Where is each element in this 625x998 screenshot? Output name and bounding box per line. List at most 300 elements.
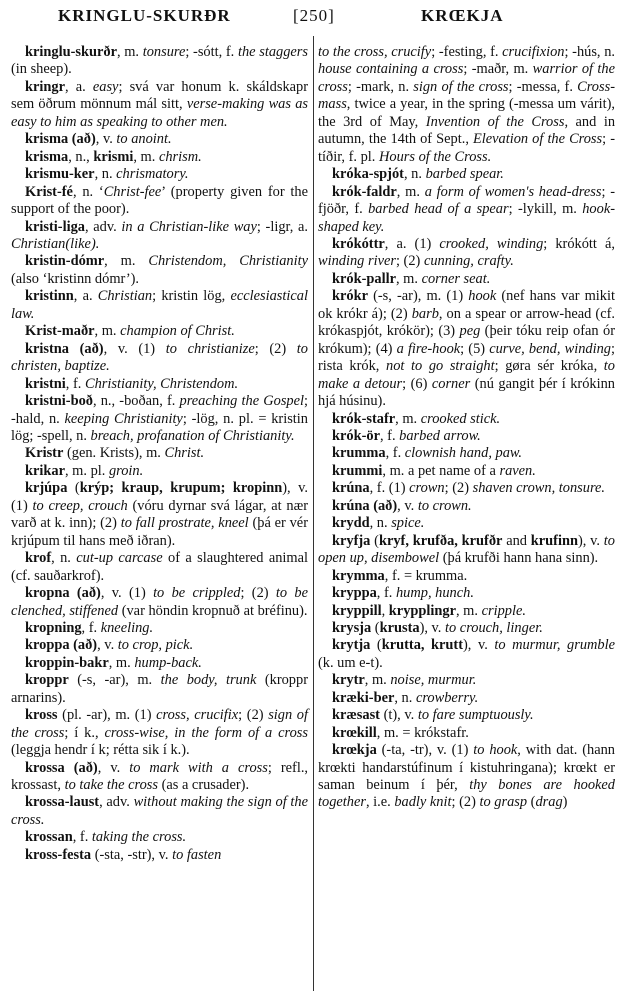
entry-text: Christian(like). — [11, 235, 100, 252]
entry-text: , v. — [97, 759, 130, 776]
entry-text: ; -lykill, m. — [508, 201, 583, 218]
entry-text: chrismatory. — [116, 166, 189, 183]
entry-text: ( — [67, 480, 80, 497]
entry-headword: krytr — [332, 672, 365, 689]
entry-text: , v. (1) — [100, 585, 154, 602]
entry-text: corner seat. — [421, 270, 491, 287]
entry-text: without making the sign of the cross. — [11, 794, 308, 828]
entry-text: , m. pl. — [64, 462, 109, 479]
dictionary-entry — [11, 79, 308, 131]
entry-text: ; rista krók, — [318, 340, 615, 375]
entry-text: ; refl., krossast, — [11, 759, 309, 794]
dictionary-entry — [318, 463, 615, 480]
entry-headword: kross — [25, 707, 58, 724]
entry-headword: kringlu-skurðr — [25, 44, 117, 60]
entry-text: to fall prostrate, kneel — [120, 515, 249, 532]
entry-text: preaching the Gospel — [179, 393, 304, 410]
dictionary-entry — [318, 44, 615, 166]
dictionary-entry — [11, 288, 308, 323]
entry-text: (þeir tóku reip ofan ór krókum); (4) — [318, 323, 615, 357]
dictionary-entry — [318, 533, 615, 568]
entry-text: ; -mark, n. — [347, 78, 414, 95]
entry-text: a form of women's head-dress — [424, 183, 602, 200]
entry-text: , m. — [116, 44, 143, 60]
dictionary-entry — [11, 44, 308, 79]
entry-text: cunning, crafty. — [423, 253, 514, 270]
entry-text: ; -messa, f. — [508, 78, 578, 95]
entry-text: (þá krufði hann hana sinn). — [439, 550, 599, 567]
entry-text: ), v. — [463, 637, 495, 654]
entry-text: ; krókótt á, — [543, 235, 615, 252]
entry-headword: kræki-ber — [332, 689, 395, 706]
entry-headword: krossa (að) — [25, 759, 98, 776]
entry-text: to fasten — [172, 846, 222, 863]
entry-headword: kross-festa — [25, 846, 92, 863]
entry-text: , m. — [133, 148, 159, 165]
dictionary-entry — [318, 585, 615, 602]
entry-text: cripple. — [481, 602, 526, 619]
entry-text: , v. — [97, 637, 118, 654]
entry-headword: krytja — [332, 637, 371, 654]
entry-text: the body, trunk — [160, 672, 257, 689]
entry-headword: krúna (að) — [332, 497, 398, 514]
entry-text: to christianize — [165, 340, 255, 357]
entry-headword: krók-pallr — [332, 270, 396, 287]
entry-text: to be clenched, stiffened — [11, 585, 308, 619]
entry-text: , with dat. (hann krœkti handarstúfinum í kistuhringana); krœkt er saman beinum í þér, — [318, 742, 616, 794]
entry-text: ; (2) — [451, 794, 480, 811]
entry-text: ( — [527, 794, 536, 811]
column-divider — [313, 36, 314, 991]
entry-headword: kristin-dómr — [25, 253, 105, 270]
entry-headword: kryppa — [332, 585, 377, 602]
entry-text: , f. — [376, 585, 396, 602]
dictionary-entry — [318, 445, 615, 462]
dictionary-entry — [318, 411, 615, 428]
dictionary-entry — [318, 480, 615, 497]
entry-text: Hours of the Cross. — [378, 148, 492, 165]
running-head-right: KRŒKJA — [421, 6, 504, 25]
entry-headword: krikar — [25, 462, 65, 479]
entry-headword: kristni-boð — [25, 393, 93, 410]
entry-text: to murmur, grumble — [494, 637, 615, 654]
dictionary-entry — [11, 393, 308, 445]
entry-text: noise, murmur. — [390, 672, 477, 689]
entry-text: (nú gangit þér í krókinn hjá húsinu). — [318, 375, 615, 410]
entry-text: winding river — [318, 253, 396, 270]
entry-text: raven. — [499, 462, 536, 479]
entry-text: (var höndin kropnuð at bréfinu). — [118, 602, 308, 619]
dictionary-entry — [11, 847, 308, 864]
entry-text: , a. — [64, 78, 93, 95]
entry-text: (leggja hendr í k; rétta sik í k.). — [11, 742, 190, 759]
entry-headword: kristi-liga — [25, 218, 85, 235]
entry-text: Christianity, Christendom. — [84, 375, 239, 392]
entry-text: , n. ‘ — [72, 183, 104, 200]
dictionary-entry — [11, 131, 308, 148]
entry-text: barbed head of a spear — [368, 201, 509, 218]
dictionary-entry — [318, 515, 615, 532]
entry-text: , f. — [65, 375, 85, 392]
entry-text: , a. — [73, 288, 98, 305]
entry-text: , m. — [395, 270, 422, 287]
dictionary-entry — [11, 672, 308, 707]
entry-headword: krossan — [25, 829, 73, 846]
left-column — [11, 44, 308, 864]
dictionary-entry — [11, 323, 308, 340]
entry-text: sign of the cross — [413, 78, 509, 95]
entry-text: ; (5) — [460, 340, 490, 357]
entry-headword: kryfja — [332, 532, 371, 549]
entry-text: ( — [371, 619, 380, 636]
entry-text: ecclesiastical law. — [11, 288, 308, 322]
entry-headword: krismu-ker — [25, 166, 95, 183]
entry-text: ; -ligr, a. — [256, 218, 309, 235]
entry-headword: krjúpa — [25, 480, 68, 497]
entry-text: kneeling. — [100, 619, 154, 636]
dictionary-entry — [318, 498, 615, 515]
entry-text: ) — [562, 794, 568, 811]
entry-text: to crown. — [417, 497, 472, 514]
entry-text: cross, crucifix — [156, 707, 239, 724]
entry-text: ; svá var honum k. skáldskapr sem öðrum mönnum mál sitt, — [11, 78, 309, 113]
entry-text: , n. — [94, 166, 117, 183]
entry-headword: Krist-fé — [25, 183, 73, 200]
entry-headword: kroppr — [25, 672, 69, 689]
dictionary-entry — [318, 620, 615, 637]
entry-text: and — [502, 532, 531, 549]
entry-text: curve, bend, winding — [489, 340, 611, 357]
dictionary-entry — [11, 707, 308, 759]
page-header — [0, 6, 625, 30]
entry-text: to mark with a cross — [129, 759, 268, 776]
entry-text: corner — [431, 375, 471, 392]
entry-text: cut-up carcase — [76, 550, 163, 567]
dictionary-entry — [318, 568, 615, 585]
dictionary-entry — [318, 690, 615, 707]
entry-text: groin. — [108, 462, 144, 479]
entry-text: , and in autumn, the 14th of Sept., — [318, 113, 616, 148]
entry-text: , v. — [397, 497, 418, 514]
entry-text: to fare sumptuously. — [417, 707, 534, 724]
entry-text: ’ (property given for the support of the poor). — [11, 183, 308, 218]
entry-text: (-s, -ar), m. (1) — [367, 288, 469, 305]
entry-text: , f. — [72, 829, 92, 846]
dictionary-entry — [11, 829, 308, 846]
entry-text: , m. — [364, 672, 391, 689]
entry-text: drag — [535, 794, 563, 811]
entry-text: crowberry. — [415, 689, 479, 706]
entry-text: to be crippled — [153, 585, 241, 602]
entry-headword: krók-ör — [332, 427, 380, 444]
entry-text: to take the cross — [64, 777, 158, 794]
entry-text: , n. — [394, 689, 416, 706]
dictionary-entry — [11, 376, 308, 393]
dictionary-entry — [318, 707, 615, 724]
dictionary-entry — [11, 637, 308, 654]
dictionary-entry — [318, 236, 615, 271]
entry-text: Christ. — [164, 445, 205, 462]
dictionary-entry — [11, 463, 308, 480]
entry-text: krusta — [379, 619, 420, 636]
entry-text: ; -lög, n. pl. = kristin lög; -spell, n. — [11, 410, 308, 444]
entry-text: crooked stick. — [420, 410, 501, 427]
entry-text: barbed arrow. — [399, 427, 481, 444]
dictionary-entry — [318, 672, 615, 689]
entry-text: (kroppr arnarins). — [11, 672, 308, 706]
entry-text: taking the cross. — [91, 829, 187, 846]
entry-headword: krókóttr — [332, 235, 385, 252]
entry-text: breach, profanation of Christianity. — [90, 427, 295, 444]
entry-text: hump, hunch. — [395, 585, 474, 602]
entry-text: , n., -boðan, f. — [92, 393, 180, 410]
entry-headword: Kristr — [25, 445, 64, 462]
entry-text: (as a crusader). — [157, 777, 250, 794]
entry-text: thy bones are hooked together — [318, 777, 615, 811]
entry-text: barb — [411, 305, 439, 322]
entry-text: champion of Christ. — [120, 323, 235, 340]
entry-text: , f. (1) — [369, 480, 410, 497]
entry-text: ; -hús, n. — [564, 44, 615, 60]
entry-headword: krók-stafr — [332, 410, 396, 427]
entry-text: ; (2) — [238, 707, 269, 724]
entry-text: (-sta, -str), v. — [91, 846, 173, 863]
entry-text: ), v. (1) — [11, 480, 308, 514]
entry-text: , v. — [95, 131, 117, 148]
entry-text: (k. um e-t). — [318, 654, 383, 671]
entry-text: to crop, pick. — [117, 637, 194, 654]
entry-text: not to go straight — [386, 358, 495, 375]
entry-headword: krydd — [332, 515, 370, 532]
entry-headword: krysja — [332, 619, 372, 636]
entry-text: , f. — [379, 427, 400, 444]
entry-text: peg — [459, 323, 481, 340]
entry-text: ), v. — [419, 619, 446, 636]
dictionary-entry — [318, 184, 615, 236]
entry-text: , adv. — [99, 794, 134, 811]
entry-text: kryf, krufða, krufðr — [378, 532, 503, 549]
entry-text: ; -fjöðr, f. — [318, 183, 615, 218]
entry-text: (þá er vér krjúpum til hans með iðran). — [11, 515, 308, 549]
entry-text: verse-making was as easy to him as speaking to other men. — [11, 96, 308, 130]
entry-text: , f. — [385, 445, 405, 462]
dictionary-entry — [11, 149, 308, 166]
entry-text: clownish hand, paw. — [404, 445, 523, 462]
entry-text: , m. = krókstafr. — [376, 724, 469, 741]
entry-text: sign of the cross — [11, 707, 308, 741]
entry-text: to christen, baptize. — [11, 340, 308, 375]
entry-text: crown — [409, 480, 445, 497]
entry-text: (nef hans var mikit ok krókr á); (2) — [318, 288, 615, 322]
entry-text: ; (2) — [444, 480, 473, 497]
entry-text: ( — [370, 637, 382, 654]
entry-text: , f. = krumma. — [384, 567, 468, 584]
entry-text: , m. — [94, 323, 121, 340]
entry-text: , n., — [68, 148, 94, 165]
entry-headword: krisma (að) — [25, 131, 96, 148]
entry-text: krýp; kraup, krupum; kropinn — [79, 480, 283, 497]
entry-text: crucifixion — [502, 44, 565, 60]
entry-text: , n. — [369, 515, 392, 532]
entry-text: , m. — [104, 253, 149, 270]
entry-text: , i.e. — [365, 794, 395, 811]
entry-text: krutta, krutt — [381, 637, 464, 654]
entry-headword: kristni — [25, 375, 66, 392]
entry-headword: kristna (að) — [25, 340, 104, 357]
dictionary-entry — [11, 760, 308, 795]
running-head-left: KRINGLU-SKURÐR — [58, 6, 231, 25]
dictionary-entry — [11, 184, 308, 219]
dictionary-entry — [11, 445, 308, 462]
entry-text: to grasp — [479, 794, 528, 811]
entry-text: to creep, crouch — [32, 497, 128, 514]
entry-text: ; í k., — [64, 724, 105, 741]
entry-text: krufinn — [530, 532, 578, 549]
entry-text: (also ‘kristinn dómr’). — [11, 270, 140, 287]
entry-headword: Krist-maðr — [25, 323, 95, 340]
entry-text: ; kristin lög, — [152, 288, 231, 305]
dictionary-entry — [318, 742, 615, 812]
entry-text: hook — [468, 288, 497, 305]
entry-text: , m. — [396, 183, 425, 200]
entry-text: Cross-mass — [318, 78, 615, 113]
entry-text: ; (2) — [395, 253, 424, 270]
entry-text: spice. — [391, 515, 425, 532]
entry-text: ( — [370, 532, 379, 549]
dictionary-entry — [11, 655, 308, 672]
entry-headword: kropning — [25, 619, 82, 636]
entry-text: (vóru dyrnar svá lágar, at nær varð at k. inn); (2) — [11, 497, 308, 532]
entry-text: to hook — [473, 742, 518, 759]
entry-text: , adv. — [84, 218, 122, 235]
dictionary-entry — [11, 620, 308, 637]
entry-text: chrism. — [158, 148, 202, 165]
entry-text: shaven crown, tonsure. — [472, 480, 606, 497]
entry-headword: krumma — [332, 445, 386, 462]
entry-text: ; (6) — [402, 375, 432, 392]
entry-text: Invention of the Cross — [425, 113, 565, 130]
entry-text: (in sheep). — [11, 61, 72, 78]
dictionary-entry — [11, 585, 308, 620]
entry-text: Elevation of the Cross — [472, 131, 603, 148]
entry-text: Christian — [97, 288, 153, 305]
right-column — [318, 44, 615, 812]
entry-text: of a slaughtered animal (cf. sauðarkrof). — [11, 550, 308, 584]
entry-text: house containing a cross — [318, 61, 464, 78]
entry-text: to crouch, linger. — [445, 619, 543, 636]
entry-headword: krummi — [332, 462, 383, 479]
entry-text: Christendom, Christianity — [148, 253, 308, 270]
entry-text: (t), v. — [379, 707, 418, 724]
entry-text: tonsure — [142, 44, 186, 60]
entry-headword: krisma — [25, 148, 69, 165]
entry-text: , on a spear or arrow-head (cf. krókaspjót, krókör); (3) — [318, 305, 615, 340]
entry-text: warrior of the cross — [318, 61, 615, 95]
entry-text: ; -maðr, m. — [463, 61, 533, 78]
entry-text: ; (2) — [254, 340, 297, 357]
entry-text: , v. (1) — [103, 340, 166, 357]
entry-text: Christ-fee — [103, 183, 162, 200]
entry-text: to make a detour — [318, 358, 615, 392]
dictionary-entry — [11, 219, 308, 254]
entry-headword: króka-spjót — [332, 166, 404, 183]
page-number: [250] — [293, 6, 335, 25]
dictionary-entry — [318, 603, 615, 620]
entry-headword: krúna — [332, 480, 370, 497]
dictionary-entry — [11, 550, 308, 585]
entry-text: , a. (1) — [384, 235, 440, 252]
entry-text: barbed spear. — [425, 166, 504, 183]
entry-text: , m. a pet name of a — [382, 462, 500, 479]
dictionary-entry — [318, 271, 615, 288]
entry-text: , f. — [81, 619, 101, 636]
entry-text: (-ta, -tr), v. (1) — [376, 742, 474, 759]
entry-headword: krœkja — [332, 742, 377, 759]
entry-text: , m. — [455, 602, 482, 619]
entry-text: , m. — [395, 410, 421, 427]
entry-text: ; -festing, f. — [431, 44, 503, 60]
entry-text: ; -hald, n. — [11, 393, 308, 427]
entry-text: ; gøra sér króka, — [494, 358, 604, 375]
entry-text: hook-shaped key. — [318, 201, 615, 235]
entry-headword: krof — [25, 550, 52, 567]
entry-text: (gen. Krists), m. — [63, 445, 165, 462]
entry-text: , n. — [51, 550, 77, 567]
entry-text: , m. — [108, 654, 135, 671]
dictionary-entry — [11, 794, 308, 829]
entry-headword: krók-faldr — [332, 183, 397, 200]
entry-headword: kristinn — [25, 288, 74, 305]
dictionary-entry — [318, 637, 615, 672]
entry-headword: kropna (að) — [25, 585, 101, 602]
entry-text: to the cross, crucify — [318, 44, 432, 60]
entry-headword: kroppa (að) — [25, 637, 98, 654]
dictionary-entry — [11, 480, 308, 550]
entry-headword: krymma — [332, 567, 385, 584]
entry-text: , twice a year, in the spring (-messa um várit), the 3rd of May, — [318, 96, 615, 130]
entry-headword: kringr — [25, 78, 65, 95]
entry-text: crooked, winding — [439, 235, 544, 252]
entry-headword: kryppill — [332, 602, 382, 619]
entry-headword: krœkill — [332, 724, 377, 741]
dictionary-entry — [318, 725, 615, 742]
entry-text: hump-back. — [134, 654, 202, 671]
entry-text: keeping Christianity — [64, 410, 183, 427]
entry-headword: kræsast — [332, 707, 380, 724]
entry-text: , n. — [403, 166, 426, 183]
entry-text: (-s, -ar), m. — [68, 672, 161, 689]
entry-text: (pl. -ar), m. (1) — [57, 707, 157, 724]
dictionary-entry — [318, 166, 615, 183]
dictionary-entry — [318, 288, 615, 410]
dictionary-entry — [11, 253, 308, 288]
entry-text: in a Christian-like way — [121, 218, 257, 235]
entry-text: to open up, disembowel — [318, 532, 615, 567]
entry-text: cross-wise, in the form of a cross — [104, 724, 309, 741]
dictionary-entry — [11, 166, 308, 183]
entry-text: ), v. — [577, 532, 604, 549]
dictionary-entry — [11, 341, 308, 376]
entry-headword: krossa-laust — [25, 794, 100, 811]
entry-headword: krókr — [332, 288, 368, 305]
dictionary-entry — [318, 428, 615, 445]
entry-text: badly knit — [394, 794, 452, 811]
entry-text: ; (2) — [240, 585, 276, 602]
entry-text: ; -sótt, f. — [185, 44, 238, 60]
entry-headword: kroppin-bakr — [25, 654, 109, 671]
entry-text: easy — [92, 78, 119, 95]
entry-text: krismi — [93, 148, 134, 165]
